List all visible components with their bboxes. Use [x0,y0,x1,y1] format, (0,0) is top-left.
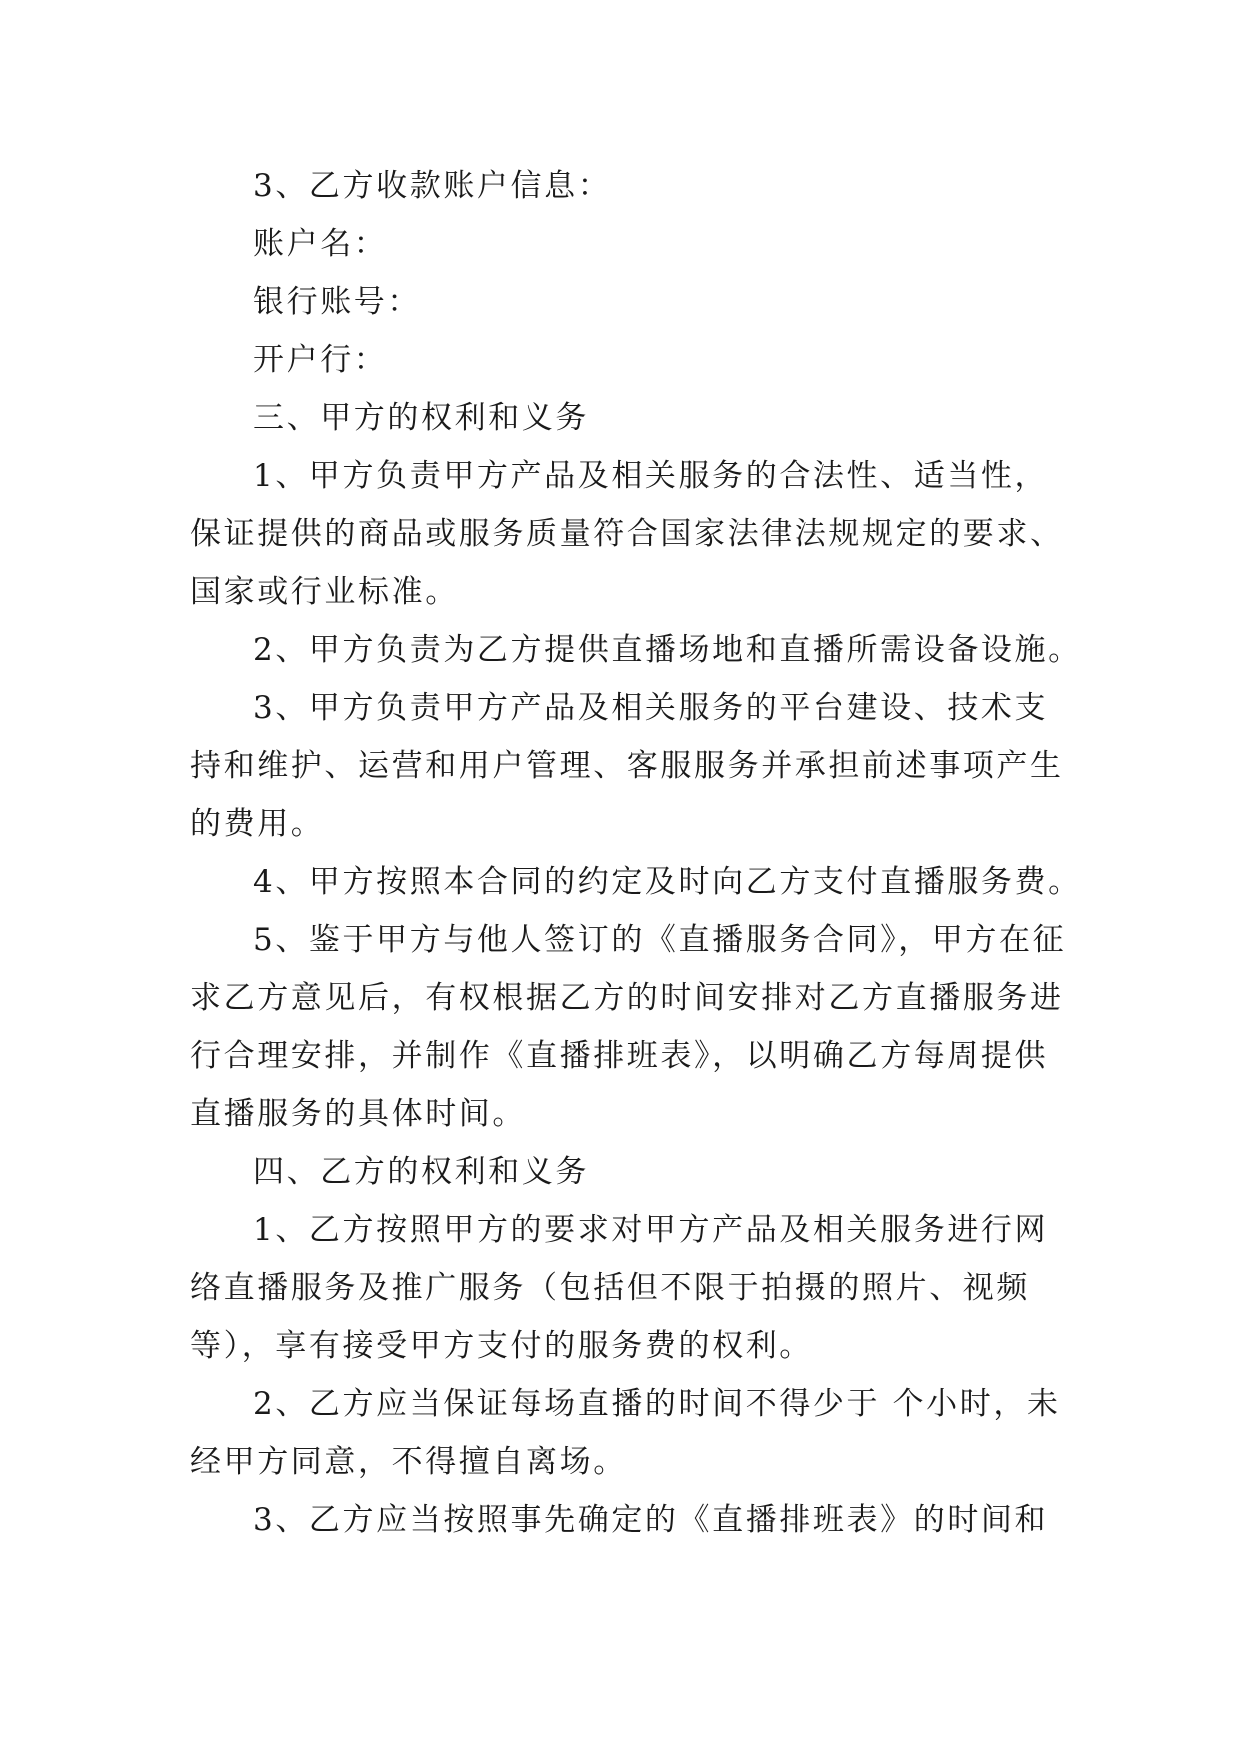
text-line: 2、乙方应当保证每场直播的时间不得少于 个小时，未 [253,1386,1061,1422]
text-line: 持和维护、运营和用户管理、客服服务并承担前述事项产生 [190,748,1064,784]
text-line: 络直播服务及推广服务（包括但不限于拍摄的照片、视频 [190,1270,1030,1306]
text-line: 1、甲方负责甲方产品及相关服务的合法性、适当性， [253,458,1049,494]
text-line: 银行账号： [253,284,421,320]
text-line: 3、乙方收款账户信息： [253,168,612,204]
text-line: 1、乙方按照甲方的要求对甲方产品及相关服务进行网 [253,1212,1049,1248]
text-line: 开户行： [253,342,388,378]
text-line: 2、甲方负责为乙方提供直播场地和直播所需设备设施。 [253,632,1082,668]
text-line: 行合理安排，并制作《直播排班表》，以明确乙方每周提供 [190,1038,1049,1074]
text-line: 求乙方意见后，有权根据乙方的时间安排对乙方直播服务进 [190,980,1064,1016]
text-line: 5、鉴于甲方与他人签订的《直播服务合同》，甲方在征 [253,922,1067,958]
text-line: 3、甲方负责甲方产品及相关服务的平台建设、技术支 [253,690,1049,726]
text-line: 国家或行业标准。 [190,574,459,610]
section-heading: 四、乙方的权利和义务 [253,1154,589,1190]
text-line: 的费用。 [190,806,325,842]
text-line: 经甲方同意，不得擅自离场。 [190,1444,627,1480]
section-heading: 三、甲方的权利和义务 [253,400,589,436]
text-line: 保证提供的商品或服务质量符合国家法律法规规定的要求、 [190,516,1064,552]
text-line: 直播服务的具体时间。 [190,1096,526,1132]
text-line: 账户名： [253,226,388,262]
text-line: 等），享有接受甲方支付的服务费的权利。 [190,1328,813,1364]
text-line: 3、乙方应当按照事先确定的《直播排班表》的时间和 [253,1502,1049,1538]
text-line: 4、甲方按照本合同的约定及时向乙方支付直播服务费。 [253,864,1082,900]
